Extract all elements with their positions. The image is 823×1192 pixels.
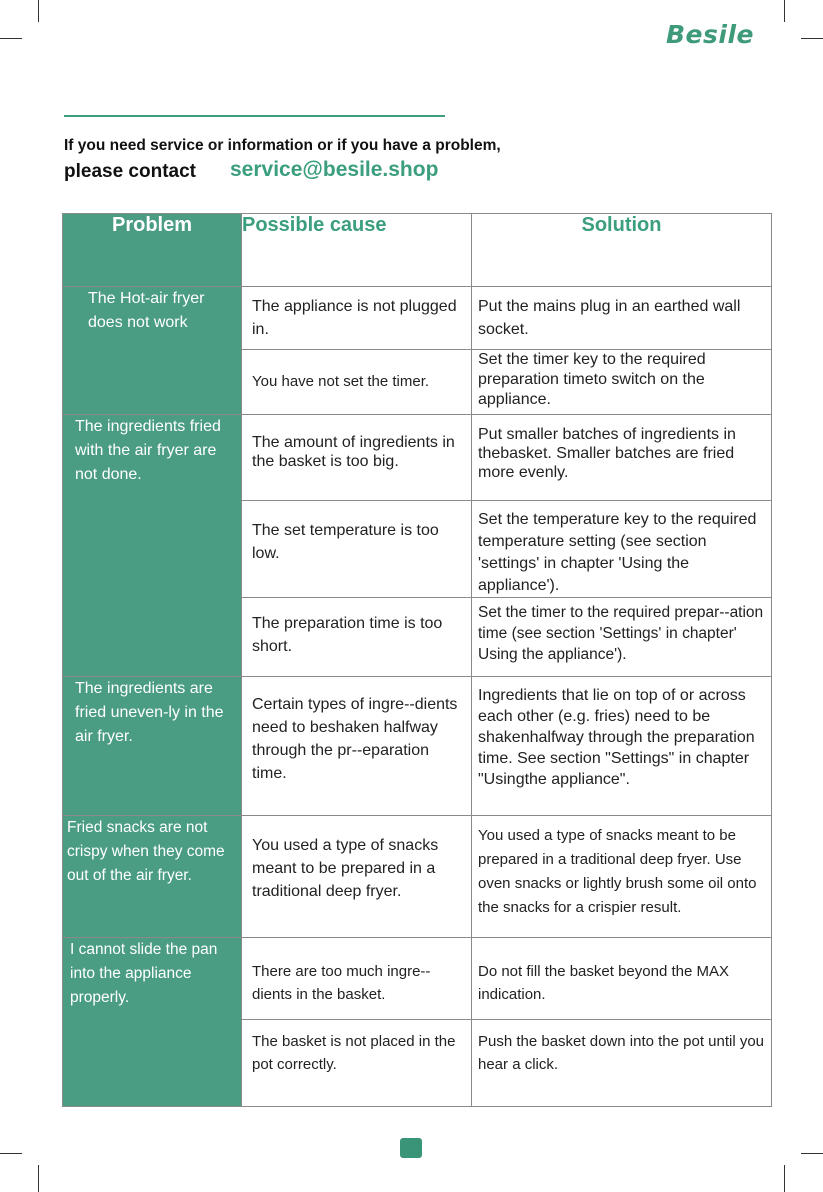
cause-cell xyxy=(242,677,472,816)
table-row xyxy=(63,677,772,816)
problem-text: I cannot slide the pan into the appliance properly. xyxy=(70,941,218,1006)
solution-text: Set the timer to the required prepar--ation time (see section 'Settings' in chapter' Using the appliance'). xyxy=(478,604,764,663)
table-row xyxy=(63,415,772,501)
solution-cell xyxy=(472,350,772,415)
solution-cell xyxy=(472,677,772,816)
cause-text: You have not set the timer. xyxy=(252,373,430,390)
problem-cell xyxy=(63,415,242,677)
solution-text: Put smaller batches of ingredients in thebasket. Smaller batches are fried more evenly. xyxy=(478,426,736,481)
cause-text: Certain types of ingre--dients need to beshaken halfway through the pr--eparation time. xyxy=(252,696,458,782)
table-row xyxy=(63,938,772,1020)
problem-cell xyxy=(63,816,242,938)
solution-text: You used a type of snacks meant to be prepared in a traditional deep fryer. Use oven snacks or lightly brush some oil onto the snacks for a crispier result. xyxy=(478,827,757,916)
brand-logo: Besile xyxy=(666,20,754,49)
solution-text: Put the mains plug in an earthed wall socket. xyxy=(478,298,741,338)
problem-text: The ingredients are fried uneven-ly in the air fryer. xyxy=(75,680,224,745)
crop-mark xyxy=(0,1153,22,1154)
problem-text: The Hot-air fryer does not work xyxy=(88,290,205,331)
troubleshooting-table xyxy=(62,213,772,1107)
cause-text: There are too much ingre--dients in the basket. xyxy=(252,963,431,1003)
problem-cell xyxy=(63,287,242,415)
cause-cell xyxy=(242,287,472,350)
cause-text: The preparation time is too short. xyxy=(252,615,443,655)
cause-text: The appliance is not plugged in. xyxy=(252,298,457,338)
cause-text: The amount of ingredients in the basket is too big. xyxy=(252,434,455,470)
cause-cell xyxy=(242,816,472,938)
solution-cell xyxy=(472,415,772,501)
header-solution: Solution xyxy=(472,214,772,287)
solution-text: Ingredients that lie on top of or across each other (e.g. fries) need to be shakenhalfway through the preparation time. See section "Settings" in chapter "Usingthe appliance". xyxy=(478,687,755,788)
cause-text: The basket is not placed in the pot correctly. xyxy=(252,1033,456,1073)
problem-cell xyxy=(63,677,242,816)
cause-cell xyxy=(242,938,472,1020)
intro-line-2: please contact xyxy=(64,161,196,182)
crop-mark xyxy=(0,38,22,39)
cause-cell xyxy=(242,415,472,501)
solution-cell xyxy=(472,816,772,938)
solution-cell xyxy=(472,287,772,350)
cause-text: You used a type of snacks meant to be prepared in a traditional deep fryer. xyxy=(252,837,439,900)
cause-text: The set temperature is too low. xyxy=(252,522,439,562)
problem-cell xyxy=(63,938,242,1107)
problem-text: Fried snacks are not crispy when they come out of the air fryer. xyxy=(67,819,225,884)
page-number-badge xyxy=(400,1138,422,1158)
crop-mark xyxy=(38,1165,39,1192)
solution-cell xyxy=(472,501,772,598)
problem-text: The ingredients fried with the air fryer are not done. xyxy=(75,418,221,483)
crop-mark xyxy=(784,0,785,22)
table-header-row xyxy=(63,214,772,287)
crop-mark xyxy=(801,38,823,39)
crop-mark xyxy=(801,1153,823,1154)
solution-cell xyxy=(472,938,772,1020)
crop-mark xyxy=(784,1165,785,1192)
service-email-link[interactable]: service@besile.shop xyxy=(230,158,439,181)
header-rule xyxy=(64,115,445,117)
cause-cell xyxy=(242,1020,472,1107)
solution-cell xyxy=(472,1020,772,1107)
cause-cell xyxy=(242,501,472,598)
table-row xyxy=(63,287,772,350)
solution-text: Set the timer key to the required preparation timeto switch on the appliance. xyxy=(478,351,706,408)
solution-text: Push the basket down into the pot until you hear a click. xyxy=(478,1033,765,1073)
crop-mark xyxy=(38,0,39,22)
solution-text: Do not fill the basket beyond the MAX indication. xyxy=(478,963,729,1003)
table-row xyxy=(63,816,772,938)
solution-text: Set the temperature key to the required temperature setting (see section 'settings' in chapter 'Using the appliance'). xyxy=(478,511,757,594)
solution-cell xyxy=(472,598,772,677)
cause-cell xyxy=(242,598,472,677)
header-cause: Possible cause xyxy=(242,214,472,287)
intro-line-1: If you need service or information or if you have a problem, xyxy=(64,137,501,154)
header-problem: Problem xyxy=(63,214,242,287)
cause-cell xyxy=(242,350,472,415)
